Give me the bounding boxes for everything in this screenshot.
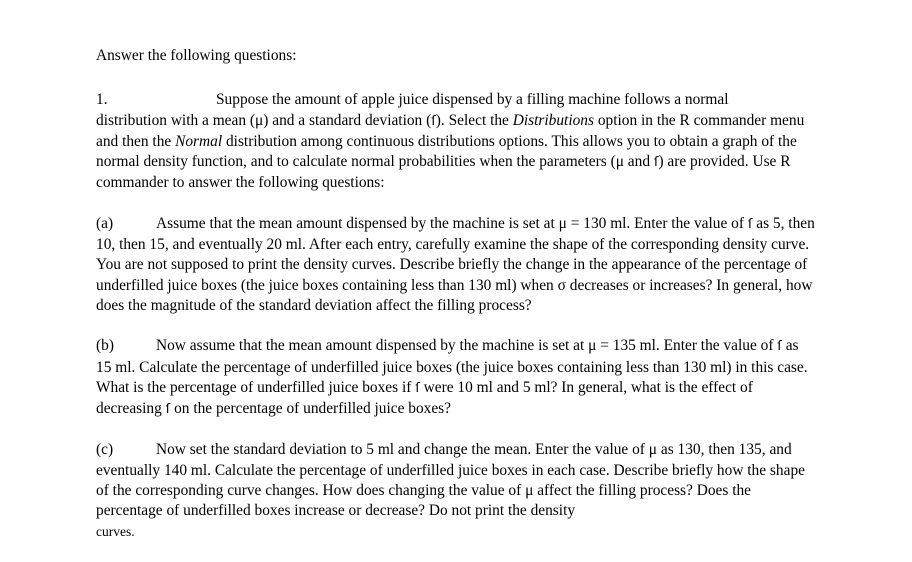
question-1-intro: Suppose the amount of apple juice dispensed by a filling machine follows a normal xyxy=(216,91,729,109)
question-a-label: (a) xyxy=(96,214,114,232)
question-1-body xyxy=(96,111,816,194)
question-c-text: Now set the standard deviation to 5 ml and change the mean. Enter the value of μ as 130, then 135, and eventually 140 ml. Calculate the percentage of underfilled juice boxes in each case. Describe briefly how the shape of the corresponding curve changes. How does changing the value of μ affect the filling process? Does the percentage of underfilled boxes increase or decrease? Do not print the density xyxy=(96,441,805,520)
question-number: 1. xyxy=(96,91,108,109)
question-1 xyxy=(96,90,816,193)
question-1-text: option in the R commander menu and then the xyxy=(96,111,805,150)
sigma-symbol: ſ xyxy=(431,113,436,129)
question-b-text: on the percentage of underfilled juice boxes? xyxy=(170,400,451,418)
sigma-symbol: ſ xyxy=(653,155,659,171)
question-c-label: (c) xyxy=(96,441,114,459)
question-b-text: as 15 ml. Calculate the percentage of underfilled juice boxes (the juice boxes containing less than 130 ml) in this case. What is the percentage of underfilled juice boxes if xyxy=(96,337,808,396)
distributions-term: Distributions xyxy=(512,111,594,129)
sigma-symbol: ſ xyxy=(165,402,171,418)
question-b-text: Now assume that the mean amount dispensed by the machine is set at μ = 135 ml. Enter the value of xyxy=(156,337,778,355)
question-1-first-line xyxy=(96,90,816,110)
sigma-symbol: ſ xyxy=(777,339,782,355)
question-1-text: ). Select the xyxy=(435,111,513,129)
question-1-text: distribution with a mean (μ) and a standard deviation ( xyxy=(96,111,432,129)
question-b-label: (b) xyxy=(96,337,114,355)
question-b-text: were 10 ml and 5 ml? In general, what is the effect of decreasing xyxy=(96,378,753,418)
question-a xyxy=(96,214,816,316)
heading: Answer the following questions: xyxy=(96,47,297,64)
sigma-symbol: ſ xyxy=(415,380,420,396)
question-b xyxy=(96,336,816,420)
sigma-symbol: ſ xyxy=(747,216,753,232)
normal-term: Normal xyxy=(175,132,223,150)
question-1-text: ) are provided. Use R commander to answer the following questions: xyxy=(96,153,791,192)
question-a-text: as 5, then 10, then 15, and eventually 20 ml. After each entry, carefully examine the shape of the corresponding density curve. You are not supposed to print the density curves. Describe briefly the change in the appearance of the percentage of underfilled juice boxes (the juice boxes containing less than 130 ml) when σ decreases or increases? In general, how does the magnitude of the standard deviation affect the filling process? xyxy=(96,214,815,314)
document-body xyxy=(96,46,816,562)
question-1-text: distribution among continuous distributions options. This allows you to obtain a graph of the normal density function, and to calculate normal probabilities when the parameters (μ and xyxy=(96,132,797,171)
question-c xyxy=(96,440,816,541)
question-a-text: Assume that the mean amount dispensed by the machine is set at μ = 130 ml. Enter the value of xyxy=(156,214,748,232)
question-c-last-line: curves. xyxy=(96,523,135,539)
